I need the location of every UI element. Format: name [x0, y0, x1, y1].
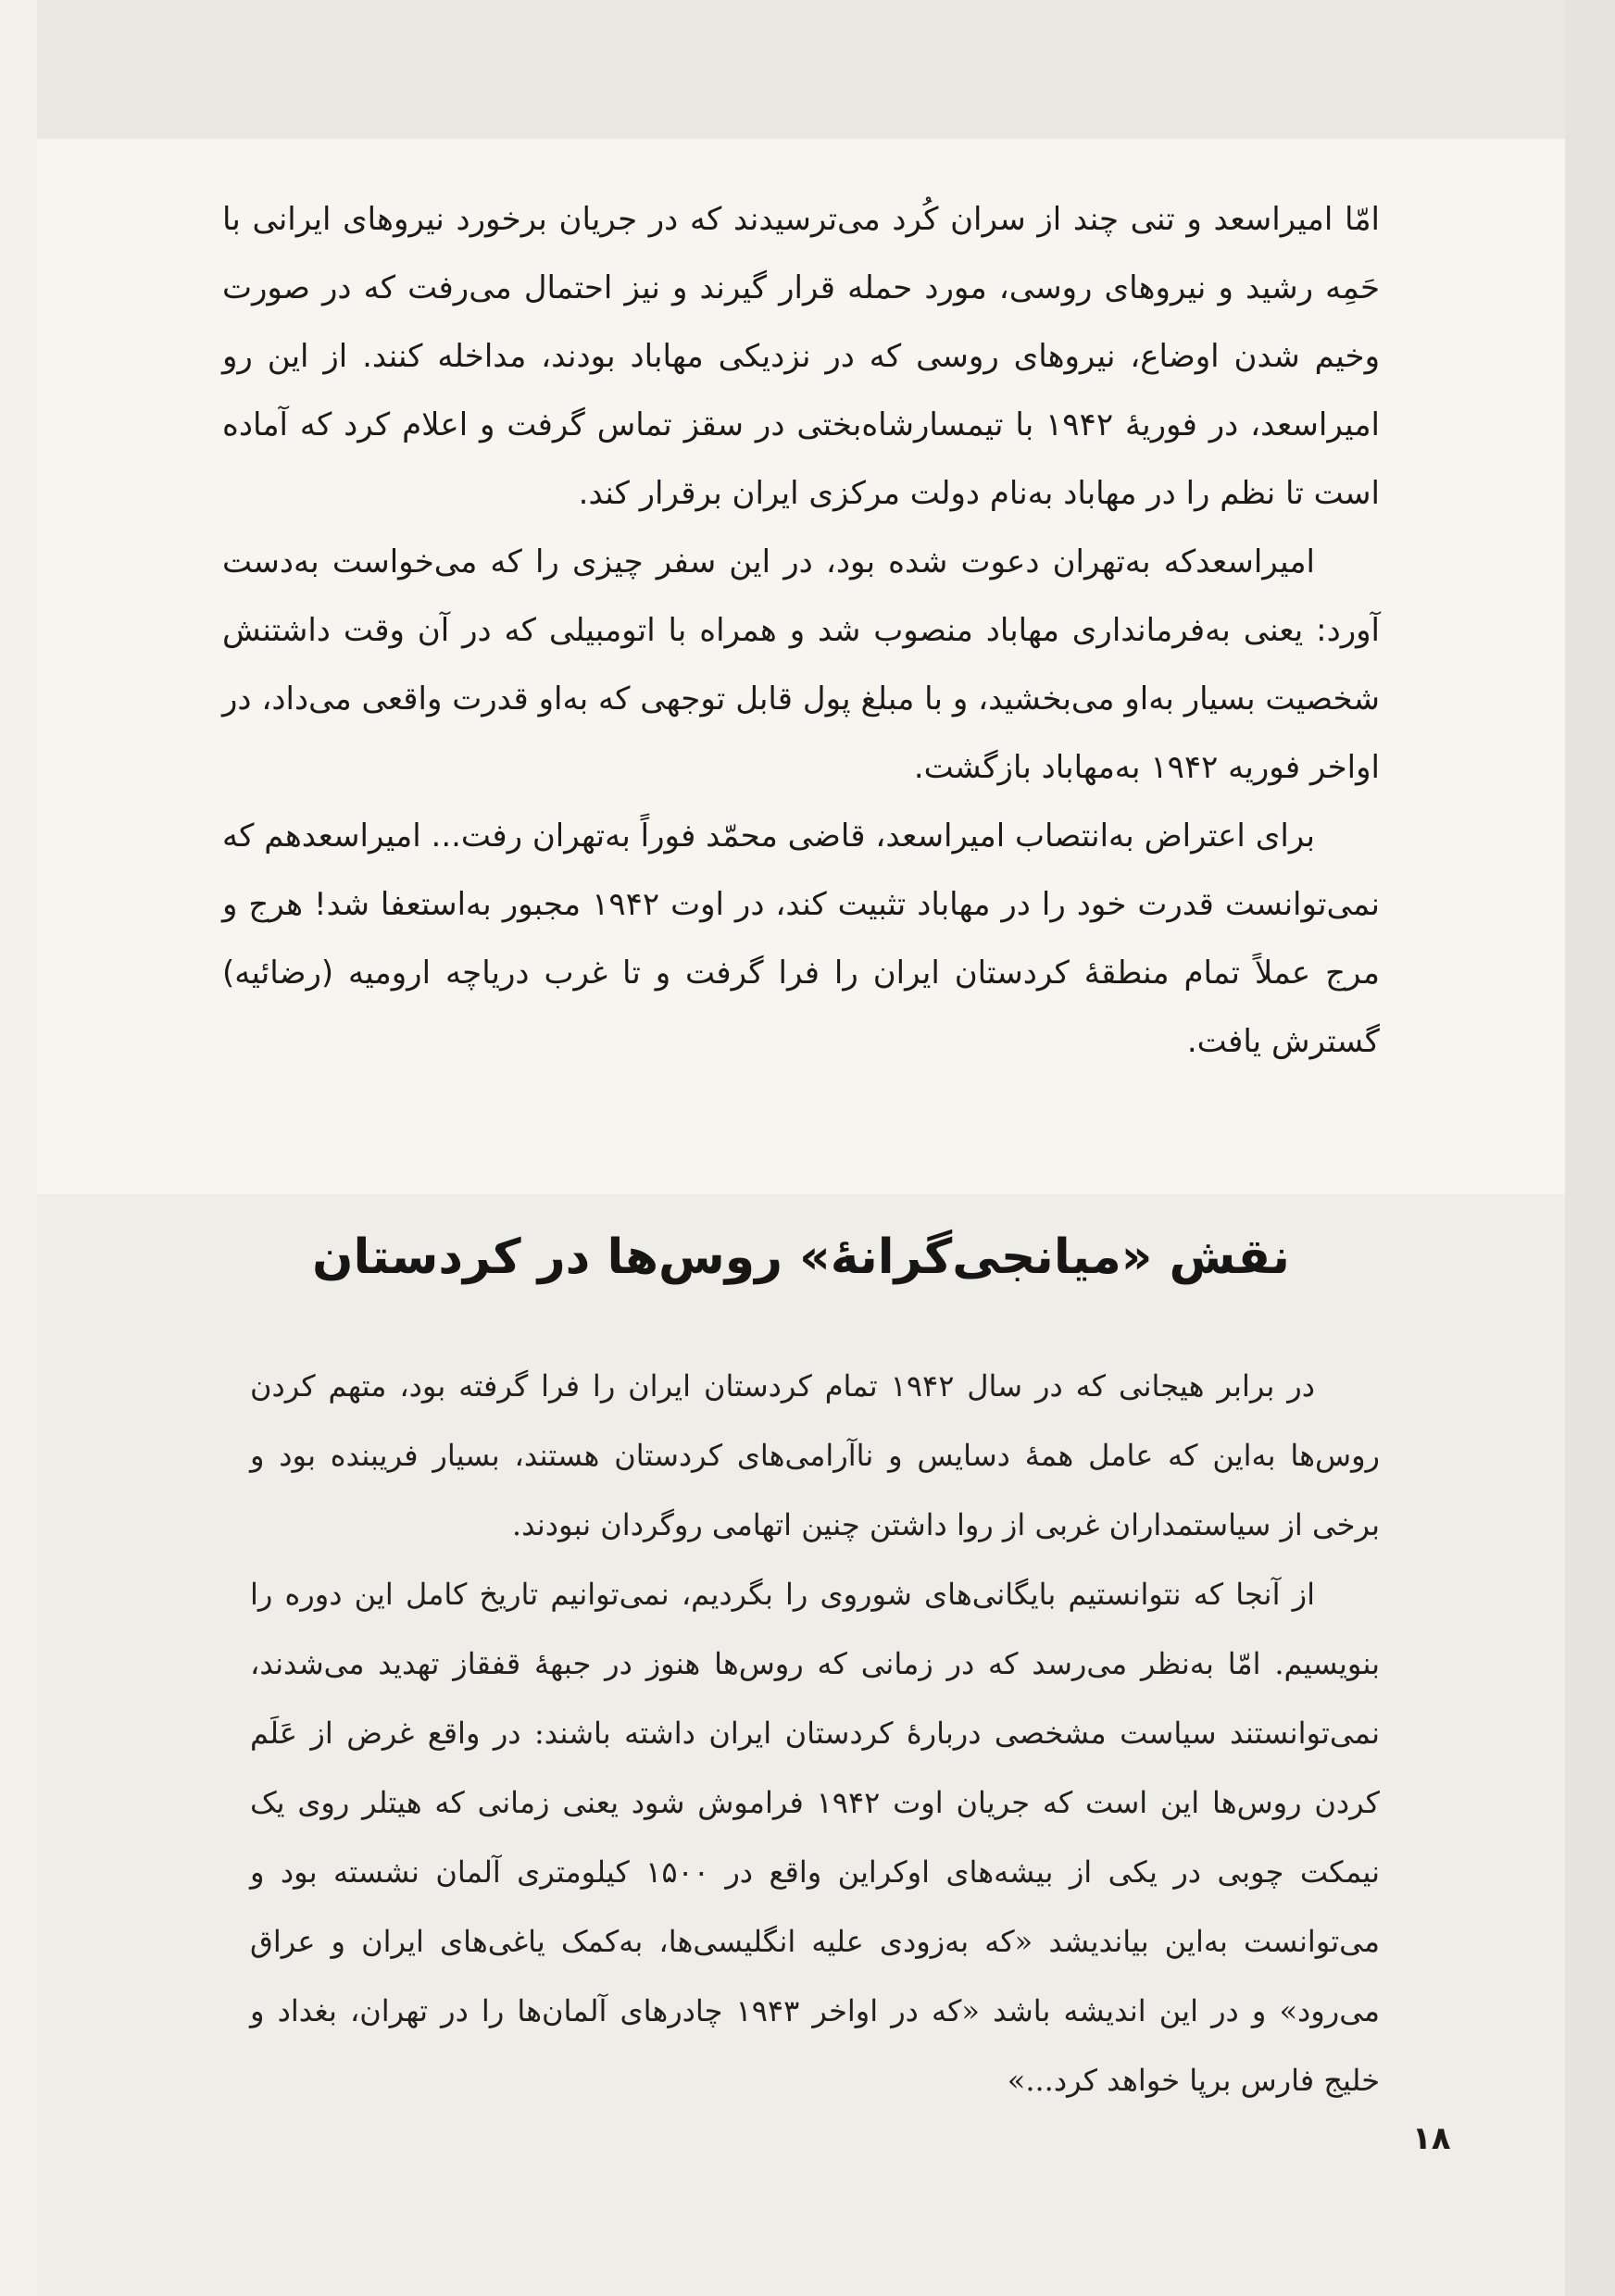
section-one-text	[222, 185, 1380, 1076]
paragraph-2: امیراسعدکه به‌تهران دعوت شده بود، در این سفر چیزی را که می‌خواست به‌دست آورد: یعنی به‌فرمانداری مهاباد منصوب شد و همراه با اتومبیلی که در آن وقت داشتنش شخصیت بسیار به‌او می‌بخشید، و با مبلغ پول قابل توجهی که به‌او قدرت واقعی می‌داد، در اواخر فوریه ۱۹۴۲ به‌مهاباد بازگشت.	[222, 543, 1380, 786]
scan-margin-right	[1565, 0, 1615, 2296]
paragraph-4: در برابر هیجانی که در سال ۱۹۴۲ تمام کردستان ایران را فرا گرفته بود، متهم کردن روس‌ها به‌این که عامل همهٔ دسایس و ناآرامی‌های کردستان هستند، بسیار فریبنده بود و برخی از سیاستمداران غربی از روا داشتن چنین اتهامی روگردان نبودند.	[250, 1368, 1380, 1542]
paragraph-3: برای اعتراض به‌انتصاب امیراسعد، قاضی محمّد فوراً به‌تهران رفت... امیراسعدهم که نمی‌توانست قدرت خود را در مهاباد تثبیت کند، در اوت ۱۹۴۲ مجبور به‌استعفا شد! هرج و مرج عملاً تمام منطقهٔ کردستان ایران را فرا گرفت و تا غرب دریاچه ارومیه (رضائیه) گسترش یافت.	[222, 817, 1380, 1060]
section-two-text	[250, 1352, 1380, 2115]
paragraph-5: از آنجا که نتوانستیم بایگانی‌های شوروی را بگردیم، نمی‌توانیم تاریخ کامل این دوره را بنویسیم. امّا به‌نظر می‌رسد که در زمانی که روس‌ها هنوز در جبههٔ قفقاز تهدید می‌شدند، نمی‌توانستند سیاست مشخصی دربارهٔ کردستان ایران داشته باشند: در واقع غرض از عَلَم کردن روس‌ها این است که جریان اوت ۱۹۴۲ فراموش شود یعنی زمانی که هیتلر روی یک نیمکت چوبی در یکی از بیشه‌های اوکراین واقع در ۱۵۰۰ کیلومتری آلمان نشسته بود و می‌توانست به‌این بیاندیشد «که به‌زودی علیه انگلیسی‌ها، به‌کمک یاغی‌های ایران و عراق می‌رود» و در این اندیشه باشد «که در اواخر ۱۹۴۳ چادرهای آلمان‌ها را در تهران، بغداد و خلیج فارس برپا خواهد کرد...»	[250, 1577, 1381, 2098]
page-number: ۱۸	[1412, 2120, 1451, 2157]
paragraph-1: امّا امیراسعد و تنی چند از سران کُرد می‌ترسیدند که در جریان برخورد نیروهای ایرانی با حَمِه رشید و نیروهای روسی، مورد حمله قرار گیرند و نیز احتمال می‌رفت که در صورت وخیم شدن اوضاع، نیروهای روسی که در نزدیکی مهاباد بودند، مداخله کنند. از این رو امیراسعد، در فوریهٔ ۱۹۴۲ با تیمسارشاه‌بختی در سقز تماس گرفت و اعلام کرد که آماده است تا نظم را در مهاباد به‌نام دولت مرکزی ایران برقرار کند.	[222, 201, 1380, 512]
section-heading: نقش «میانجی‌گرانهٔ» روس‌ها در کردستان	[312, 1229, 1290, 1285]
scan-margin-top	[37, 0, 1565, 139]
